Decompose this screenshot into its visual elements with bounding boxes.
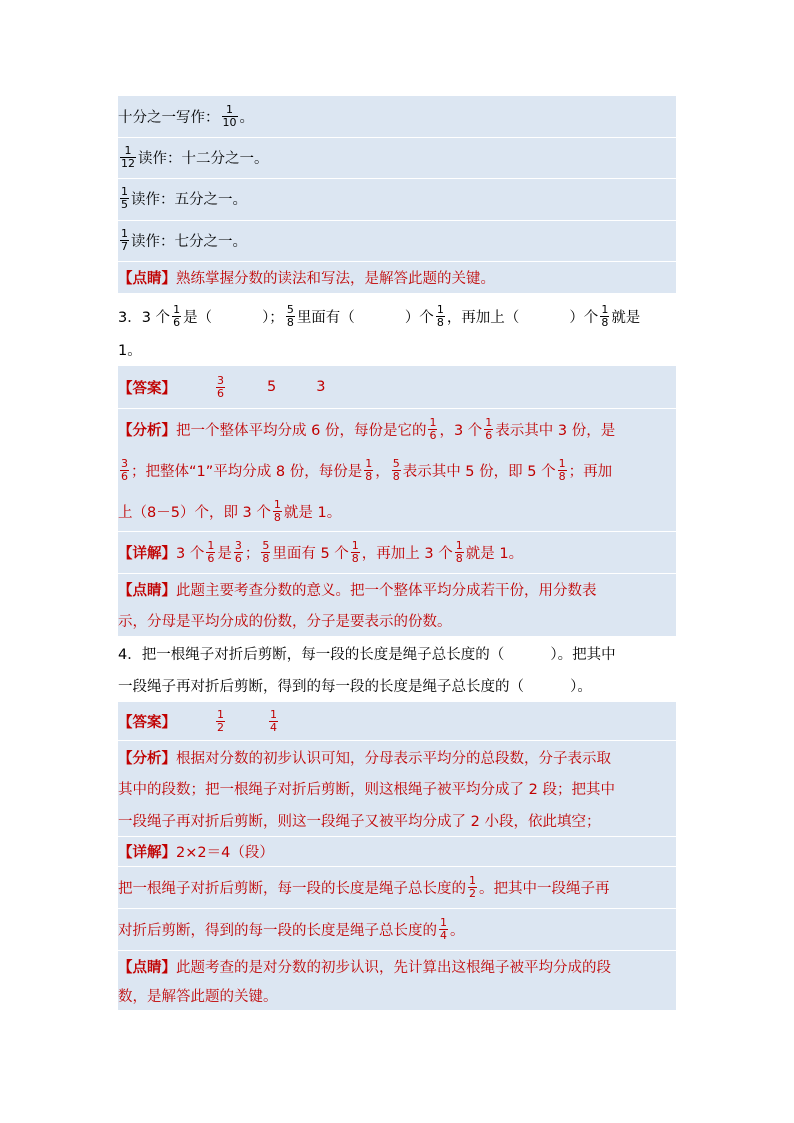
fraction: 1 6 (485, 415, 493, 442)
fraction: 1 8 (365, 456, 373, 483)
fraction: 5 8 (262, 538, 270, 565)
fraction: 1 6 (207, 538, 215, 565)
fraction: 1 8 (351, 538, 359, 565)
fraction: 1 10 (222, 102, 237, 129)
question-3-line-2: 1。 (118, 342, 142, 359)
read-write-line-2: 1 12 读作：十二分之一。 (121, 143, 269, 170)
fraction: 1 12 (121, 143, 135, 170)
detail-line: 【详解】 3 个 1 6 是 3 6 ； 5 8 里面有 5 个 1 8 ，再加上 3 个 1 8 就是 1。 (118, 538, 524, 565)
dianjing-line-2: 数，是解答此题的关键。 (118, 989, 278, 1005)
dianjing-line-1: 【点睛】 此题考查的是对分数的初步认识，先计算出这根绳子被平均分成的段 (118, 959, 611, 976)
read-write-line-4: 1 7 读作：七分之一。 (121, 226, 247, 253)
dianjing-line-2: 示，分母是平均分成的份数，分子是要表示的份数。 (118, 614, 452, 630)
fraction: 1 4 (270, 707, 277, 734)
analysis-line-3: 一段绳子再对折后剪断，则这一段绳子又被平均分成了 2 小段，依此填空； (118, 813, 601, 830)
fraction: 5 8 (286, 302, 294, 329)
fraction: 5 8 (392, 456, 400, 483)
fraction: 1 8 (601, 302, 609, 329)
fraction: 3 6 (234, 538, 242, 565)
analysis-line-3: 上（8－5）个，即 3 个 1 8 就是 1。 (118, 497, 342, 524)
fraction: 3 6 (217, 373, 224, 400)
fraction: 1 5 (121, 184, 128, 211)
fraction: 1 4 (440, 916, 447, 942)
detail-line-2: 把一根绳子对折后剪断，每一段的长度是绳子总长度的 1 2 。把其中一段绳子再 (118, 874, 610, 900)
fraction: 1 7 (121, 226, 128, 253)
answer-line: 【答案】 3 6 5 3 (118, 373, 326, 400)
fraction: 3 6 (121, 456, 128, 483)
detail-line-3: 对折后剪断，得到的每一段的长度是绳子总长度的 1 4 。 (118, 916, 465, 942)
dianjing-line-1: 【点睛】 此题主要考查分数的意义。把一个整体平均分成若干份，用分数表 (118, 583, 597, 599)
read-write-line-1: 十分之一写作： 1 10 。 (118, 102, 254, 129)
fraction: 1 6 (429, 415, 437, 442)
answer-line: 【答案】 1 2 1 4 (118, 707, 277, 734)
analysis-line-1: 【分析】 把一个整体平均分成 6 份，每份是它的 1 6 ，3 个 1 6 表示其中 3 份，是 (118, 415, 616, 442)
read-write-line-3: 1 5 读作：五分之一。 (121, 184, 247, 211)
fraction: 1 2 (217, 707, 224, 734)
fraction: 1 6 (173, 302, 181, 329)
analysis-line-2: 其中的段数；把一根绳子对折后剪断，则这根绳子被平均分成了 2 段；把其中 (118, 782, 615, 798)
detail-line-1: 【详解】 2×2＝4（段） (118, 845, 274, 861)
fraction: 1 2 (469, 874, 476, 900)
fraction: 1 8 (273, 497, 281, 524)
fraction: 1 8 (455, 538, 463, 565)
question-3-line-1: 3．3 个 1 6 是（ ）； 5 8 里面有（ ）个 1 8 ，再加上（ ）个 1 8 就是 (118, 302, 641, 329)
analysis-line-1: 【分析】 根据对分数的初步认识可知，分母表示平均分的总段数，分子表示取 (118, 750, 611, 767)
analysis-line-2: 3 6 ；把整体“1”平均分成 8 份，每份是 1 8 ， 5 8 表示其中 5 份，即 5 个 1 8 ；再加 (121, 456, 613, 483)
dianjing-line: 【点睛】 熟练掌握分数的读法和写法，是解答此题的关键。 (118, 270, 495, 287)
question-4-line-2: 一段绳子再对折后剪断，得到的每一段的长度是绳子总长度的（ ）。 (118, 679, 592, 695)
fraction: 1 8 (436, 302, 444, 329)
fraction: 1 8 (558, 456, 566, 483)
question-4-line-1: 4．把一根绳子对折后剪断，每一段的长度是绳子总长度的（ ）。把其中 (118, 647, 616, 663)
